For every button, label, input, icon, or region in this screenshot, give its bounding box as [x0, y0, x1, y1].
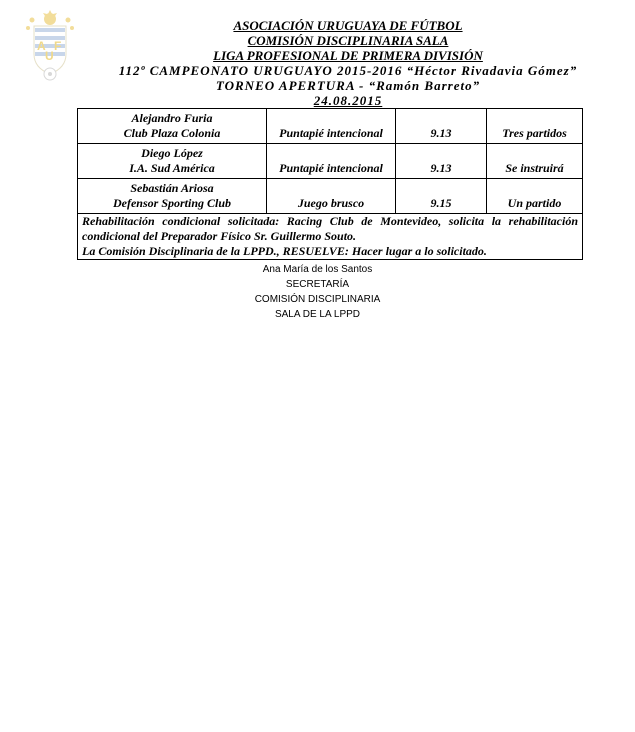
- reason-cell: Puntapié intencional: [267, 144, 396, 179]
- logo-letter-f: F: [54, 39, 62, 53]
- note-resolution: La Comisión Disciplinaria de la LPPD., RESUELVE: Hacer lugar a lo solicitado.: [82, 244, 487, 258]
- logo-letter-u: U: [45, 49, 54, 63]
- player-cell: [78, 109, 267, 144]
- player-name: Alejandro Furia: [131, 111, 213, 125]
- player-club: I.A. Sud América: [129, 161, 215, 175]
- resolution-note: [78, 214, 583, 260]
- header-tournament: TORNEO APERTURA - “Ramón Barreto”: [215, 78, 481, 93]
- table-row: [78, 144, 583, 179]
- article-cell: 9.13: [396, 109, 487, 144]
- header-association: ASOCIACIÓN URUGUAYA DE FÚTBOL: [233, 18, 463, 33]
- player-club: Club Plaza Colonia: [123, 126, 221, 140]
- player-cell: [78, 179, 267, 214]
- article-cell: 9.15: [396, 179, 487, 214]
- header-championship: 112º CAMPEONATO URUGUAYO 2015-2016 “Héctor Rivadavia Gómez”: [118, 63, 578, 78]
- header-date: 24.08.2015: [313, 93, 383, 108]
- signature-committee: COMISIÓN DISCIPLINARIA: [254, 294, 381, 305]
- player-cell: [78, 144, 267, 179]
- player-name: Sebastián Ariosa: [130, 181, 214, 195]
- result-cell: Tres partidos: [487, 109, 583, 144]
- document-header: [88, 18, 608, 108]
- player-club: Defensor Sporting Club: [112, 196, 232, 210]
- header-commission: COMISIÓN DISCIPLINARIA SALA: [247, 33, 449, 48]
- signature-block: [0, 262, 635, 322]
- note-request: Rehabilitación condicional solicitada: Racing Club de Montevideo, solicita la rehabilitación condicional del Preparador Físico Sr. Guillermo Souto.: [82, 214, 578, 243]
- logo-letter-a: A: [37, 39, 46, 53]
- table-row: [78, 109, 583, 144]
- auf-logo: [24, 10, 76, 82]
- player-name: Diego López: [141, 146, 203, 160]
- reason-cell: Juego brusco: [267, 179, 396, 214]
- table-row: [78, 179, 583, 214]
- signature-role: SECRETARÍA: [285, 279, 350, 290]
- result-cell: Un partido: [487, 179, 583, 214]
- reason-cell: Puntapié intencional: [267, 109, 396, 144]
- table-row: [78, 214, 583, 260]
- article-cell: 9.13: [396, 144, 487, 179]
- signature-room: SALA DE LA LPPD: [274, 309, 361, 320]
- sanctions-table: [77, 108, 583, 260]
- signature-name: Ana María de los Santos: [262, 264, 373, 275]
- result-cell: Se instruirá: [487, 144, 583, 179]
- header-league: LIGA PROFESIONAL DE PRIMERA DIVISIÓN: [213, 48, 483, 63]
